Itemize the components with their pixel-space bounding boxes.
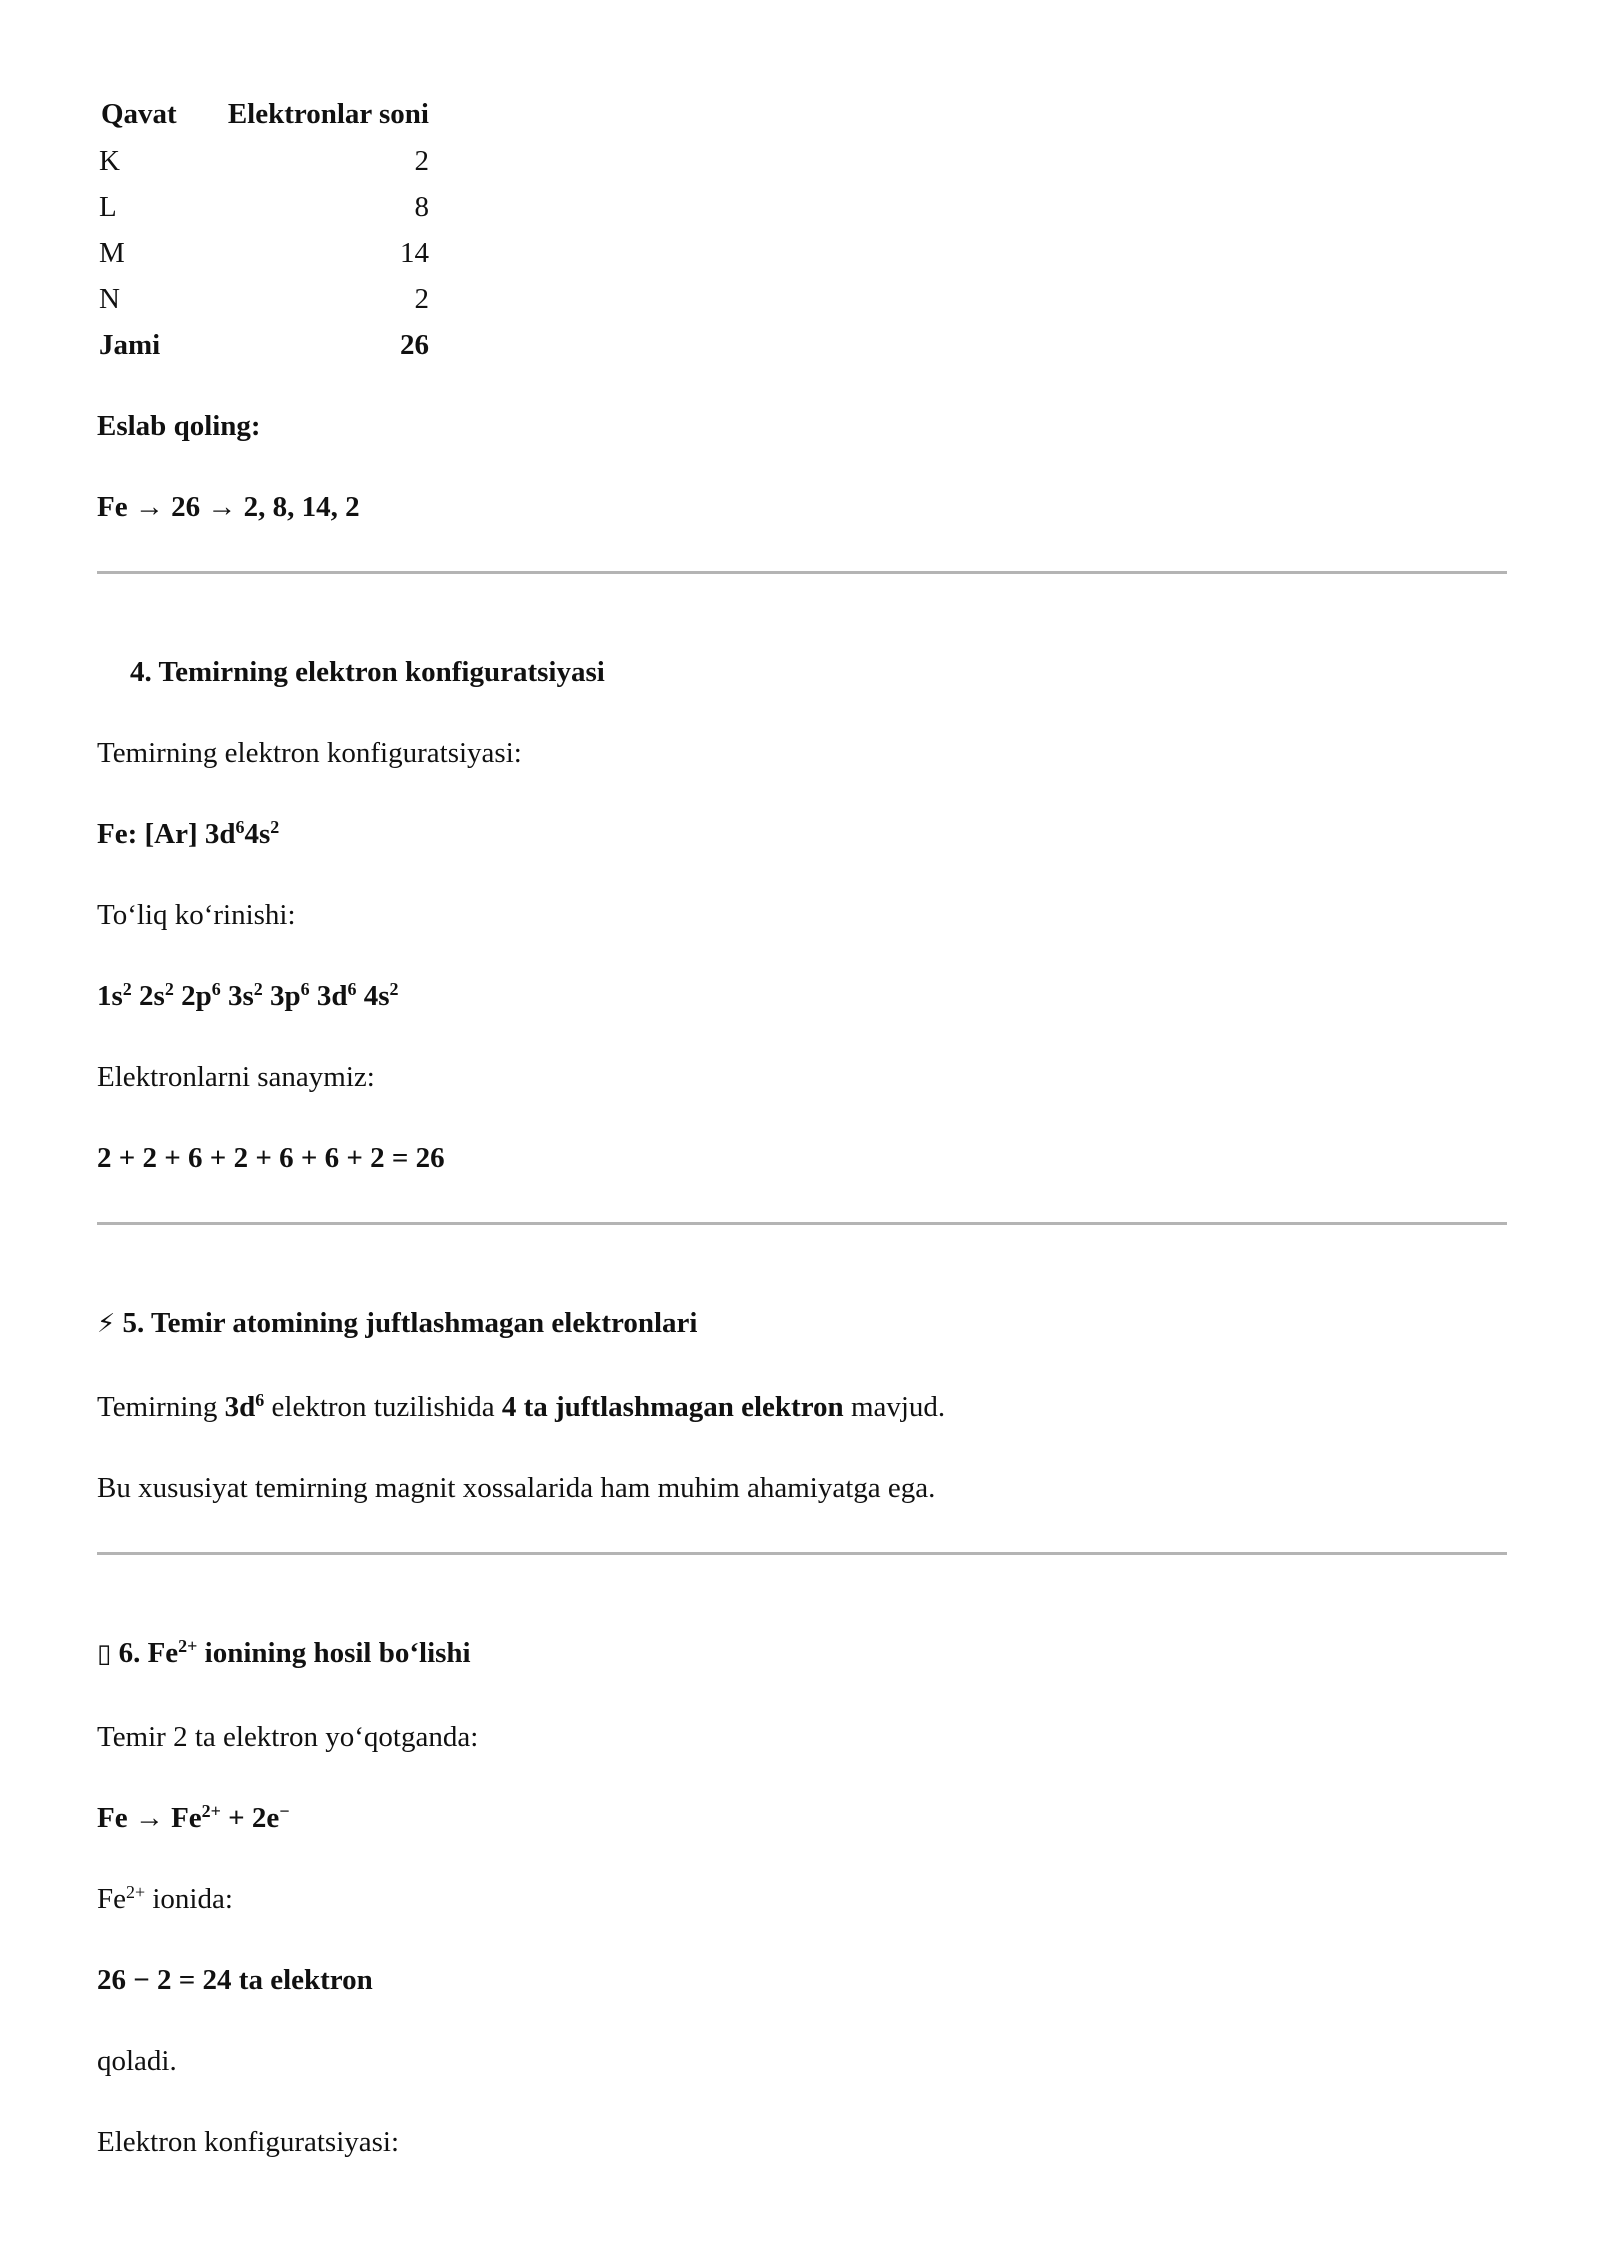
layer-cell: M [99,237,125,269]
section-6-title-text: 6. $Fe^{2+}$ ionining hosil bo‘lishi [118,1636,471,1669]
column-header-count: Elektronlar soni [227,98,429,130]
full-config-label: To‘liq ko‘rinishi: [97,899,296,931]
text-run: mavjud. [843,1391,946,1423]
section-4-title: 4. Temirning elektron konfiguratsiyasi [130,656,605,688]
text-run: Temirning [97,1391,225,1423]
section-4-intro: Temirning elektron konfiguratsiyasi: [97,737,522,769]
table-header-row [99,92,429,138]
section-5-title-text: 5. Temir atomining juftlashmagan elektronlari [122,1307,698,1339]
electron-layers-table [99,92,429,368]
section-6-title [97,1633,1507,1674]
layer-cell: N [99,283,120,315]
unpaired-electrons-text [97,1387,1507,1427]
ionization-equation: $Fe \to Fe^{2+} + 2e^-$ [97,1801,290,1834]
layer-cell: K [99,145,120,177]
full-configuration [97,976,1507,1016]
section-divider [97,1222,1507,1225]
table-row [99,138,429,184]
short-config-mid: 4s [244,818,271,850]
lightning-icon: ⚡ [97,1309,116,1339]
layer-cell: L [99,191,117,223]
config-term: $3s^2$ [227,979,263,1012]
ion-label: $Fe^{2+}$ ionida: [97,1882,233,1915]
total-count: 26 [400,329,429,361]
section-divider [97,571,1507,574]
config-term: $2p^6$ [181,979,221,1012]
count-cell: 2 [414,145,429,177]
config-term: $3p^6$ [269,979,310,1012]
table-row [99,184,429,230]
lose-electrons-text: Temir 2 ta elektron yo‘qotganda: [97,1721,479,1753]
count-cell: 8 [414,191,429,223]
config-term: $2s^2$ [139,979,174,1012]
short-config-sup-2: 2 [270,817,280,838]
column-header-layer: Qavat [101,98,177,130]
missing-glyph-icon: ▯ [97,1639,112,1669]
config-term: $3d^6$ [316,979,357,1012]
section-divider [97,1552,1507,1555]
electron-calculation: 26 − 2 = 24 ta elektron [97,1964,373,1996]
remember-label: Eslab qoling: [97,410,261,442]
remember-formula: Fe → 26 → 2, 8, 14, 2 [97,491,360,523]
config-label: Elektron konfiguratsiyasi: [97,2126,400,2158]
text-run: elektron tuzilishida [264,1391,502,1423]
text-run-bold: $3d^6$ [224,1390,265,1423]
table-row [99,230,429,276]
total-label: Jami [99,329,161,361]
table-total-row [99,322,429,368]
short-configuration [97,814,1507,854]
config-term: $1s^2$ [97,979,132,1012]
section-5-title [97,1303,1507,1344]
table-row [99,276,429,322]
document-content [97,92,1507,2162]
count-cell: 14 [400,237,429,269]
config-term: $4s^2$ [363,979,399,1012]
count-label: Elektronlarni sanaymiz: [97,1061,375,1093]
count-cell: 2 [414,283,429,315]
text-run-bold: 4 ta juftlashmagan elektron [501,1391,844,1423]
electron-sum: 2 + 2 + 6 + 2 + 6 + 6 + 2 = 26 [97,1142,445,1174]
remains-text: qoladi. [97,2045,177,2077]
short-config-prefix: Fe: [Ar] 3d [97,818,236,850]
short-config-sup-1: 6 [235,817,245,838]
magnetic-properties-text: Bu xususiyat temirning magnit xossalarida ham muhim ahamiyatga ega. [97,1472,936,1504]
